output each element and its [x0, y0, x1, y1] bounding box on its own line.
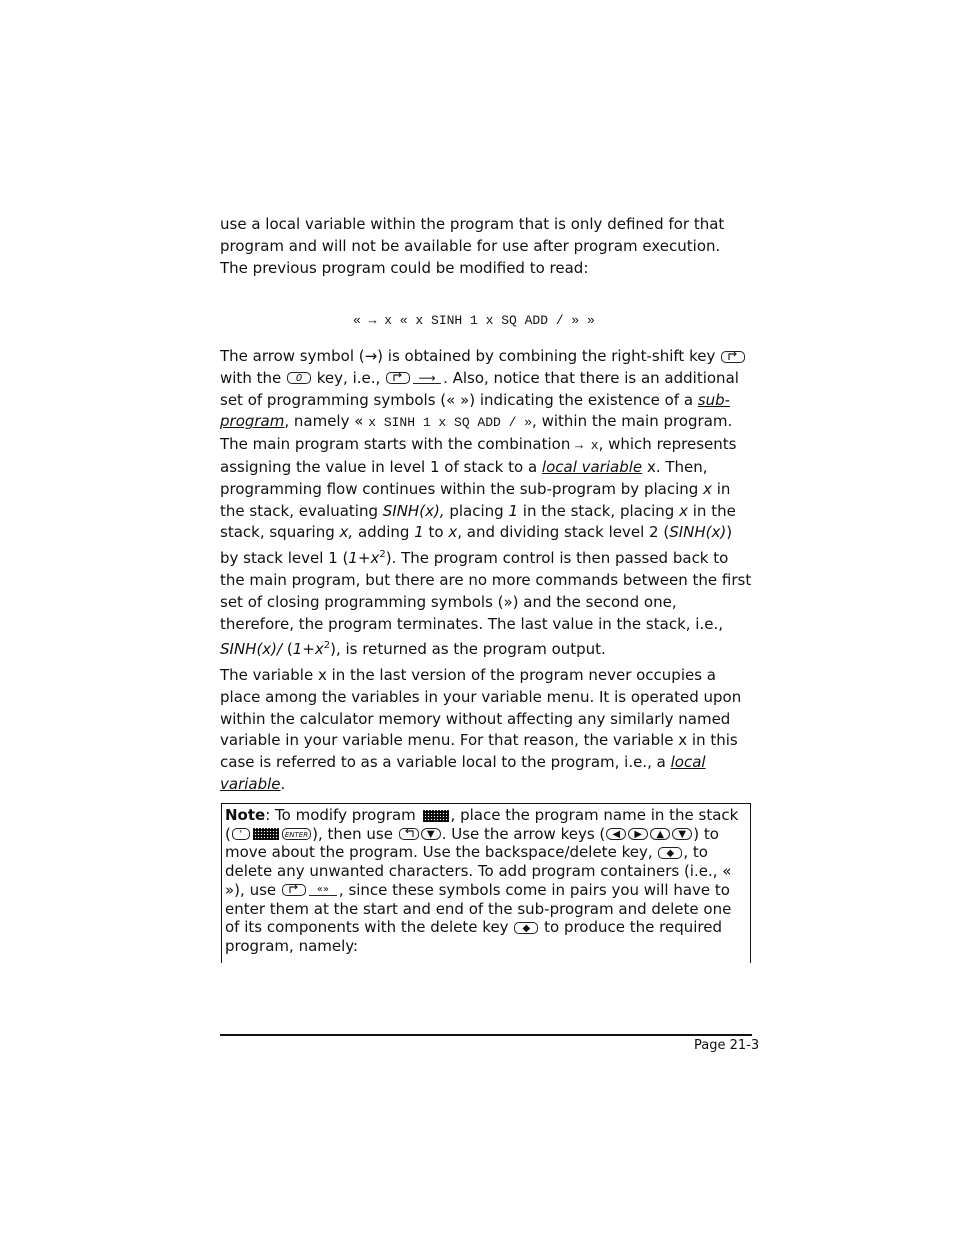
- text: (: [286, 640, 293, 659]
- math: SINH(x),: [382, 501, 445, 520]
- math: 1+x: [348, 549, 380, 568]
- sub-program-term: sub-program: [220, 390, 731, 431]
- text: placing: [449, 501, 504, 520]
- text: , since these symbols come in pairs you will have to enter them at the start and end of the sub-program and delete one of its components with the delete key: [225, 880, 732, 937]
- math: 1: [508, 501, 518, 520]
- explanation-paragraph: The arrow symbol (→) is obtained by combining the right-shift key with the 0 key, i.e., ⟶ . Also, notice that there is an additional set of programming symbols (« ») indicating the existence of a sub-program, namely « x SINH 1 x SQ ADD / », within the main program. The main program starts with the combination → x, which represents assigning the value in level 1 of stack to a local variable x. Then, programming flow continues within the sub-program by placing x in the stack, evaluating SINH(x), placing 1 in the stack, placing x in the stack, squaring x, adding 1 to x, and dividing stack level 2 (SINH(x)) by stack level 1 $(1+x^2)$. The program control is then passed back to the main program, but there are no more commands between the first set of closing programming symbols (») and the second one, therefore, the program terminates. The last value in the stack, i.e., SINH(x)/ $(1+x^2)$, is returned as the program output.: [220, 347, 752, 659]
- text: .: [280, 774, 286, 793]
- math: 1+x: [292, 640, 324, 659]
- note-label: Note: [225, 806, 266, 824]
- local-variable-paragraph: [220, 665, 752, 796]
- right-shift-key-icon: [282, 884, 306, 896]
- text: : To modify program: [265, 806, 416, 824]
- text: , namely «: [284, 412, 364, 431]
- backspace-key-icon: ◆: [514, 922, 538, 934]
- right-arrow-key-icon: ▶: [628, 828, 648, 840]
- text: . Use the arrow keys (: [441, 824, 606, 843]
- text: in the stack, evaluating: [220, 479, 731, 520]
- backspace-key-icon: ◆: [658, 847, 682, 859]
- text: , and dividing stack level 2 (: [457, 523, 670, 542]
- text: The variable x in the last version of the program never occupies a place among the variables in your variable menu. It is operated upon within the calculator memory without affecting any similarly named variable in your variable menu. For that reason, the variable x in this case is referred to as a variable local to the program, i.e., a: [220, 666, 742, 772]
- enter-key: ENTER: [282, 828, 311, 840]
- arrow-label-icon: ⟶: [413, 373, 441, 384]
- text: ), is returned as the program output.: [330, 640, 606, 659]
- left-shift-key-icon: [399, 828, 419, 840]
- math: SINH(x): [669, 523, 727, 542]
- note-box: [221, 803, 751, 963]
- right-shift-key-icon: [386, 372, 410, 384]
- local-variable-term: local variable: [220, 753, 706, 793]
- left-arrow-key-icon: ◀: [606, 828, 626, 840]
- program-code-line: « → x « x SINH 1 x SQ ADD / » »: [353, 313, 595, 328]
- math: 1: [414, 523, 424, 542]
- intro-paragraph: [220, 214, 752, 279]
- text: with the: [220, 368, 282, 387]
- text: ) by stack level 1 (: [220, 523, 733, 568]
- text: . Also, notice that there is an additional set of programming symbols (« ») indicating the existence of a: [220, 368, 739, 409]
- math: x,: [339, 523, 354, 542]
- text: to produce the required program, namely:: [225, 918, 722, 955]
- text: , which represents assigning the value in level 1 of stack to a: [220, 435, 737, 476]
- text: key, i.e.,: [316, 368, 381, 387]
- down-arrow-key-icon: ▼: [672, 828, 692, 840]
- math: x: [679, 501, 688, 520]
- text: , to delete any unwanted characters. To add program containers (i.e., « »), use: [225, 843, 732, 899]
- math: x: [448, 523, 458, 542]
- down-arrow-key-icon: ▼: [421, 828, 441, 840]
- quote-key: ': [232, 828, 250, 840]
- text: The arrow symbol (→) is obtained by combining the right-shift key: [220, 347, 716, 365]
- text: , place the program name in the stack (: [225, 806, 739, 843]
- math: x: [703, 479, 712, 498]
- text: in the stack, placing: [522, 501, 675, 520]
- footer-rule: [220, 1034, 752, 1036]
- up-arrow-key-icon: ▲: [650, 828, 670, 840]
- local-variable-term: local variable: [541, 457, 643, 476]
- right-shift-key-icon: [721, 351, 745, 363]
- program-variable-icon: [423, 810, 449, 822]
- text: ) to move about the program. Use the backspace/delete key,: [225, 824, 719, 862]
- arrow-code: → x: [575, 438, 599, 454]
- math: SINH(x)/: [220, 640, 283, 659]
- text: ). The program control is then passed back to the main program, but there are no more commands between the first set of closing programming symbols (») and the second one, therefore, the program terminates. The last value in the stack, i.e.,: [220, 549, 752, 633]
- text: in the stack, squaring: [220, 501, 736, 542]
- zero-key: 0: [287, 372, 311, 384]
- page-number: Page 21-3: [694, 1038, 760, 1053]
- text: x. Then, programming flow continues within the sub-program by placing: [220, 457, 708, 498]
- program-variable-icon: [253, 828, 279, 840]
- text: adding: [357, 523, 410, 542]
- intro-text: use a local variable within the program that is only defined for that program and will not be available for use after program execution. The previous program could be modified to read:: [220, 215, 725, 277]
- text: to: [428, 523, 444, 542]
- sub-program-code: x SINH 1 x SQ ADD / »: [368, 415, 533, 431]
- guillemets-label: «»: [309, 885, 337, 896]
- text: , within the main program. The main program starts with the combination: [220, 412, 733, 454]
- text: ), then use: [312, 824, 393, 843]
